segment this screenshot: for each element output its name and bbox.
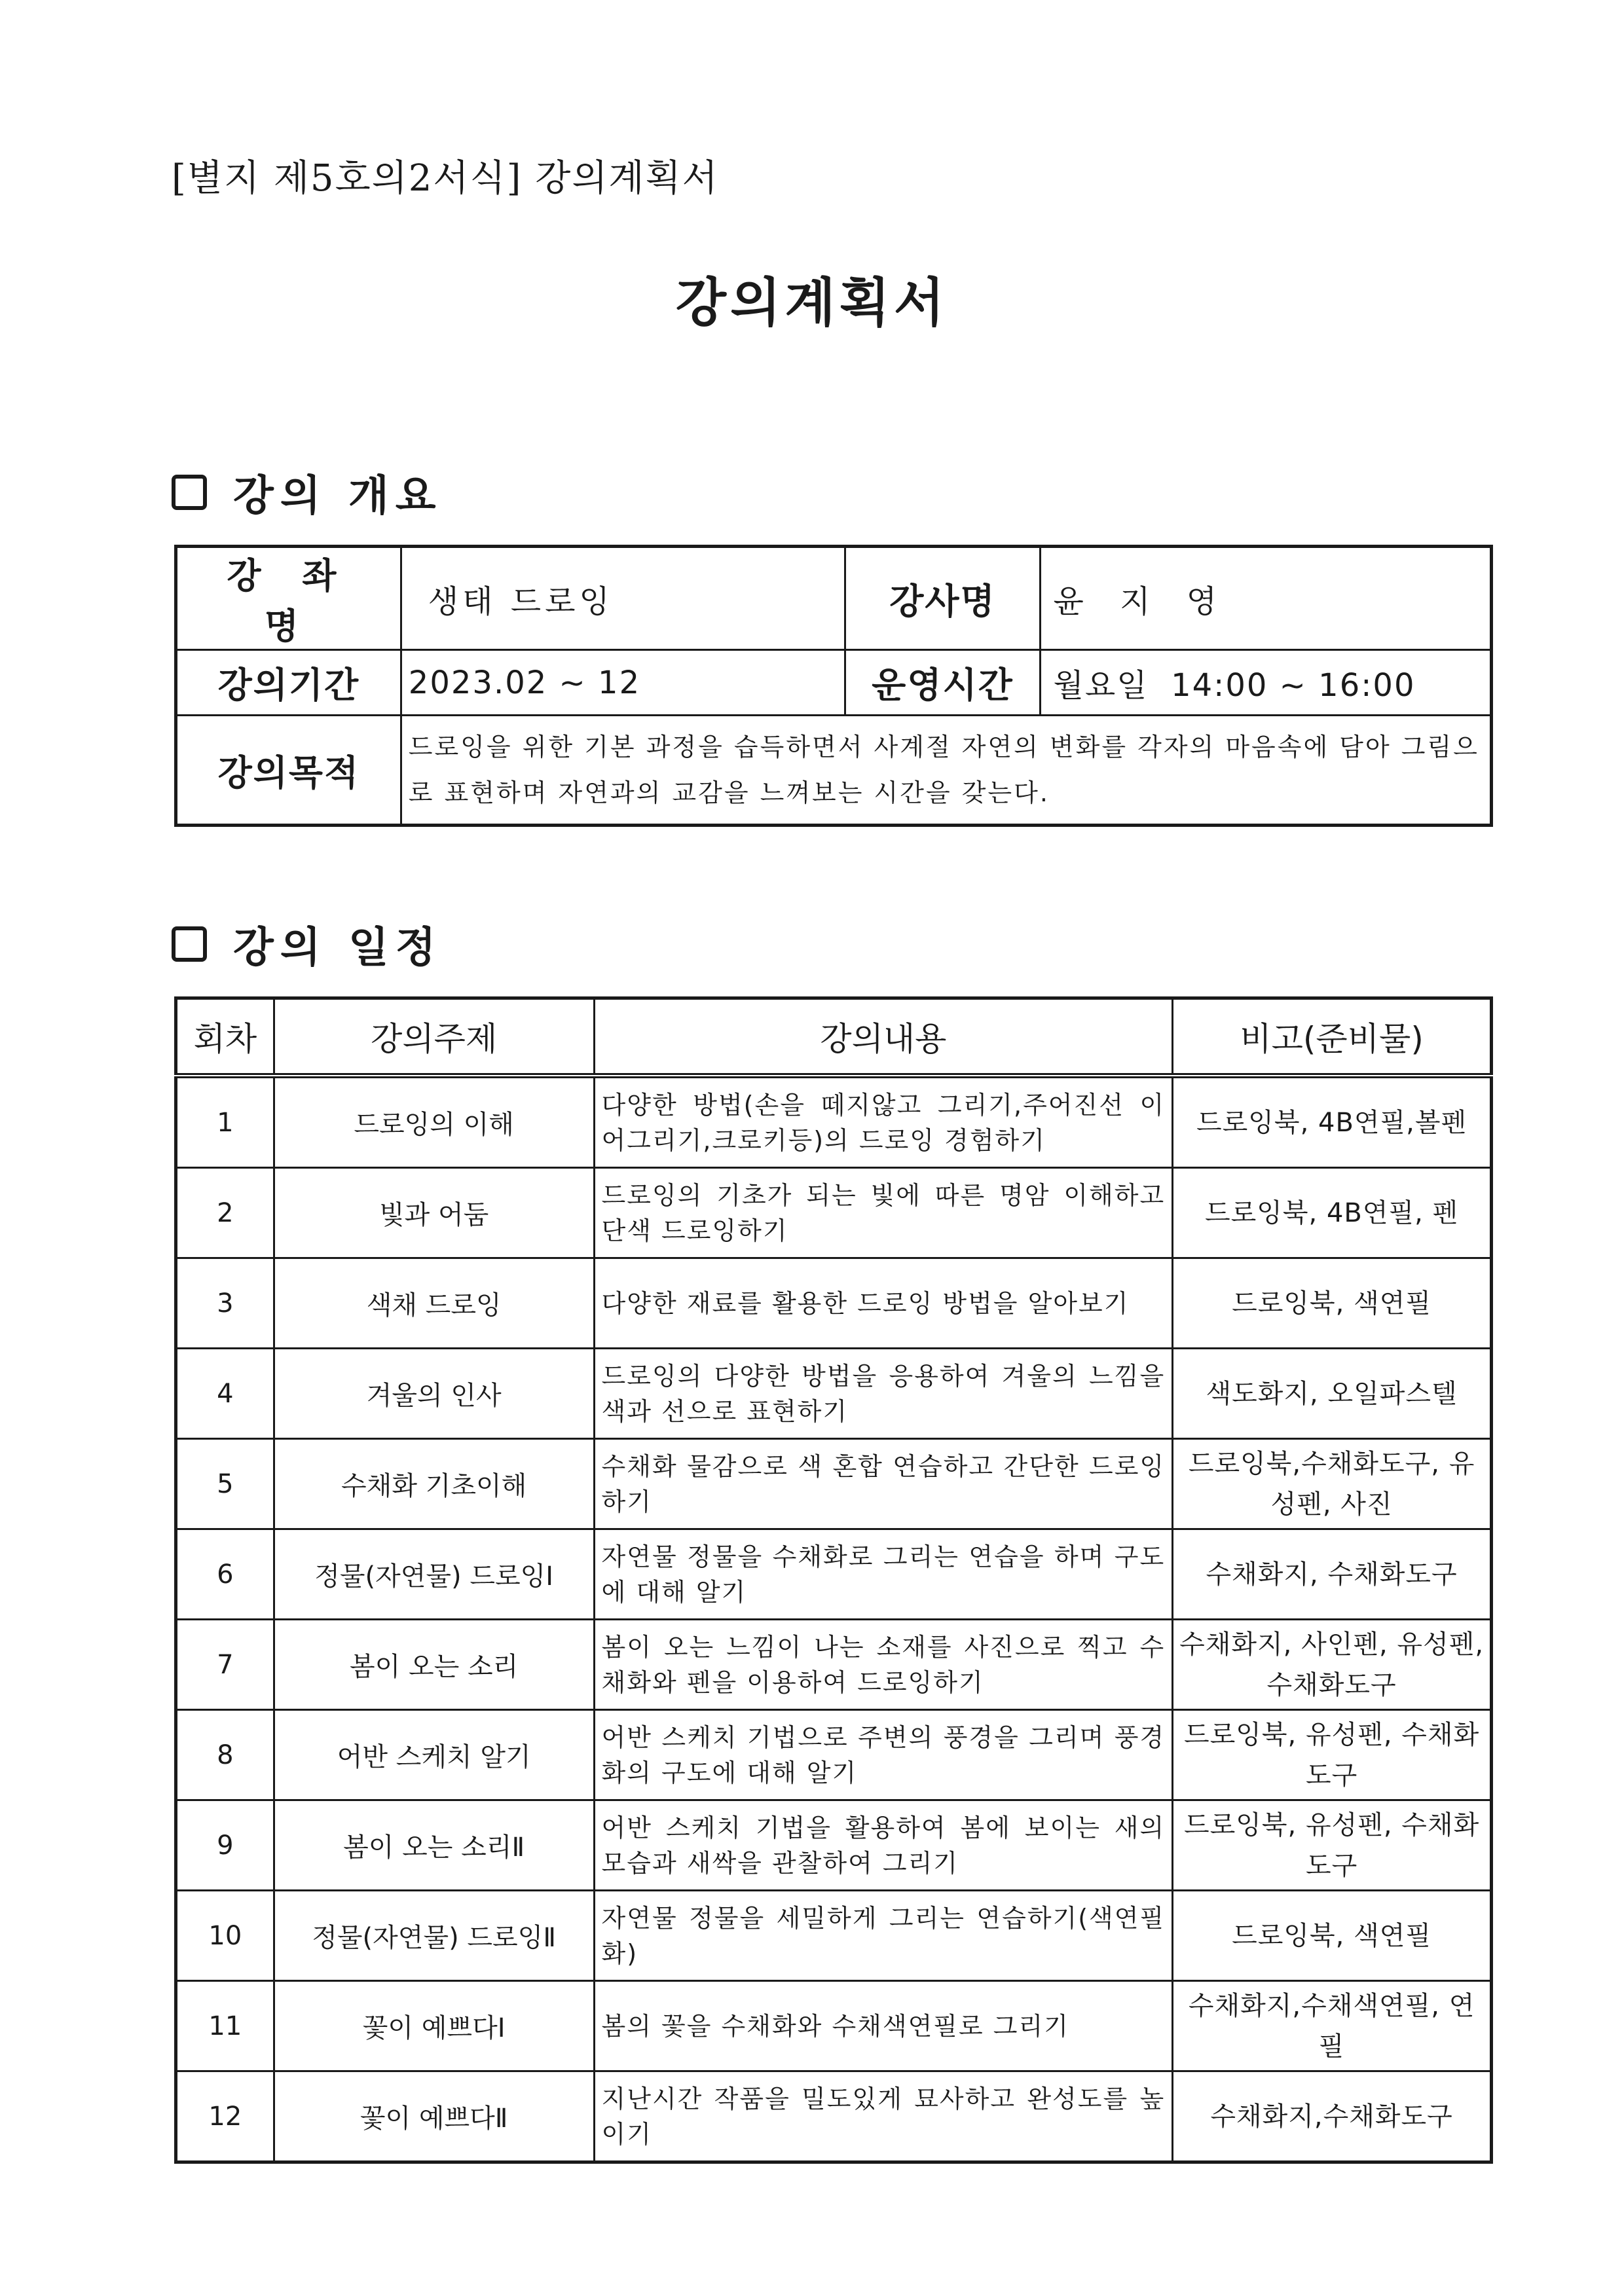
materials-note: 드로잉북, 유성펜, 수채화도구 [1173, 1800, 1492, 1891]
form-label: [별지 제5호의2서식] 강의계획서 [172, 157, 719, 200]
column-header-topic: 강의주제 [274, 998, 594, 1076]
overview-row [176, 650, 1492, 716]
lecture-content: 봄의 꽃을 수채화와 수채색연필로 그리기 [594, 1981, 1173, 2071]
column-header-content: 강의내용 [594, 998, 1173, 1076]
materials-note: 수채화지,수채화도구 [1173, 2071, 1492, 2162]
lecture-content: 수채화 물감으로 색 혼합 연습하고 간단한 드로잉하기 [594, 1439, 1173, 1529]
lecture-topic: 색채 드로잉 [274, 1258, 594, 1349]
table-row [176, 1891, 1492, 1981]
materials-note: 드로잉북, 색연필 [1173, 1258, 1492, 1349]
instructor-value: 윤 지 영 [1041, 547, 1492, 650]
schedule-header-row [176, 998, 1492, 1076]
table-row [176, 1529, 1492, 1620]
session-number: 2 [176, 1168, 274, 1258]
session-number: 12 [176, 2071, 274, 2162]
materials-note: 드로잉북, 4B연필,볼펜 [1173, 1076, 1492, 1168]
purpose-label: 강의목적 [176, 716, 401, 826]
overview-row [176, 547, 1492, 650]
lecture-content: 드로잉의 다양한 방법을 응용하여 겨울의 느낌을 색과 선으로 표현하기 [594, 1349, 1173, 1439]
materials-note: 수채화지, 사인펜, 유성펜, 수채화도구 [1173, 1620, 1492, 1710]
lecture-topic: 봄이 오는 소리Ⅱ [274, 1800, 594, 1891]
overview-heading [172, 462, 443, 522]
table-row [176, 1076, 1492, 1168]
column-header-session: 회차 [176, 998, 274, 1076]
lecture-topic: 드로잉의 이해 [274, 1076, 594, 1168]
materials-note: 드로잉북, 유성펜, 수채화도구 [1173, 1710, 1492, 1800]
course-name-value: 생태 드로잉 [401, 547, 845, 650]
checkbox-icon [172, 475, 207, 510]
schedule-table [174, 996, 1493, 2164]
session-number: 8 [176, 1710, 274, 1800]
table-row [176, 1981, 1492, 2071]
lecture-content: 어반 스케치 기법으로 주변의 풍경을 그리며 풍경화의 구도에 대해 알기 [594, 1710, 1173, 1800]
lecture-content: 지난시간 작품을 밀도있게 묘사하고 완성도를 높이기 [594, 2071, 1173, 2162]
table-row [176, 1349, 1492, 1439]
table-row [176, 2071, 1492, 2162]
session-number: 9 [176, 1800, 274, 1891]
lecture-content: 드로잉의 기초가 되는 빛에 따른 명암 이해하고 단색 드로잉하기 [594, 1168, 1173, 1258]
lecture-topic: 꽃이 예쁘다Ⅱ [274, 2071, 594, 2162]
lecture-topic: 정물(자연물) 드로잉Ⅰ [274, 1529, 594, 1620]
table-row [176, 1168, 1492, 1258]
session-number: 3 [176, 1258, 274, 1349]
schedule-heading [172, 914, 443, 974]
overview-row [176, 716, 1492, 826]
purpose-value: 드로잉을 위한 기본 과정을 습득하면서 사계절 자연의 변화를 각자의 마음속에 담아 그림으로 표현하며 자연과의 교감을 느껴보는 시간을 갖는다. [401, 716, 1491, 826]
lecture-content: 어반 스케치 기법을 활용하여 봄에 보이는 새의 모습과 새싹을 관찰하여 그리기 [594, 1800, 1173, 1891]
lecture-topic: 겨울의 인사 [274, 1349, 594, 1439]
lecture-content: 다양한 재료를 활용한 드로잉 방법을 알아보기 [594, 1258, 1173, 1349]
session-number: 4 [176, 1349, 274, 1439]
lecture-topic: 봄이 오는 소리 [274, 1620, 594, 1710]
overview-table [174, 545, 1493, 827]
session-number: 10 [176, 1891, 274, 1981]
overview-heading-label: 강의 개요 [233, 472, 443, 520]
hours-label: 운영시간 [845, 650, 1041, 716]
period-value: 2023.02 ~ 12 [401, 650, 845, 716]
checkbox-icon [172, 926, 207, 962]
session-number: 7 [176, 1620, 274, 1710]
lecture-topic: 수채화 기초이해 [274, 1439, 594, 1529]
materials-note: 색도화지, 오일파스텔 [1173, 1349, 1492, 1439]
schedule-body [176, 1076, 1492, 2162]
table-row [176, 1258, 1492, 1349]
lecture-topic: 정물(자연물) 드로잉Ⅱ [274, 1891, 594, 1981]
materials-note: 수채화지,수채색연필, 연필 [1173, 1981, 1492, 2071]
instructor-label: 강사명 [845, 547, 1041, 650]
lecture-topic: 어반 스케치 알기 [274, 1710, 594, 1800]
materials-note: 수채화지, 수채화도구 [1173, 1529, 1492, 1620]
schedule-heading-label: 강의 일정 [233, 924, 443, 972]
lecture-content: 다양한 방법(손을 떼지않고 그리기,주어진선 이어그리기,크로키등)의 드로잉 경험하기 [594, 1076, 1173, 1168]
document-title: 강의계획서 [675, 272, 949, 333]
lecture-topic: 꽃이 예쁘다Ⅰ [274, 1981, 594, 2071]
table-row [176, 1710, 1492, 1800]
session-number: 5 [176, 1439, 274, 1529]
table-row [176, 1800, 1492, 1891]
table-row [176, 1439, 1492, 1529]
session-number: 11 [176, 1981, 274, 2071]
lecture-content: 자연물 정물을 세밀하게 그리는 연습하기(색연필화) [594, 1891, 1173, 1981]
table-row [176, 1620, 1492, 1710]
lecture-content: 자연물 정물을 수채화로 그리는 연습을 하며 구도에 대해 알기 [594, 1529, 1173, 1620]
materials-note: 드로잉북, 4B연필, 펜 [1173, 1168, 1492, 1258]
materials-note: 드로잉북,수채화도구, 유성펜, 사진 [1173, 1439, 1492, 1529]
session-number: 6 [176, 1529, 274, 1620]
lecture-content: 봄이 오는 느낌이 나는 소재를 사진으로 찍고 수채화와 펜을 이용하여 드로잉하기 [594, 1620, 1173, 1710]
lecture-topic: 빛과 어둠 [274, 1168, 594, 1258]
hours-value: 월요일 14:00 ~ 16:00 [1041, 650, 1492, 716]
period-label: 강의기간 [176, 650, 401, 716]
materials-note: 드로잉북, 색연필 [1173, 1891, 1492, 1981]
course-name-label: 강 좌 명 [176, 547, 401, 650]
column-header-note: 비고(준비물) [1173, 998, 1492, 1076]
session-number: 1 [176, 1076, 274, 1168]
